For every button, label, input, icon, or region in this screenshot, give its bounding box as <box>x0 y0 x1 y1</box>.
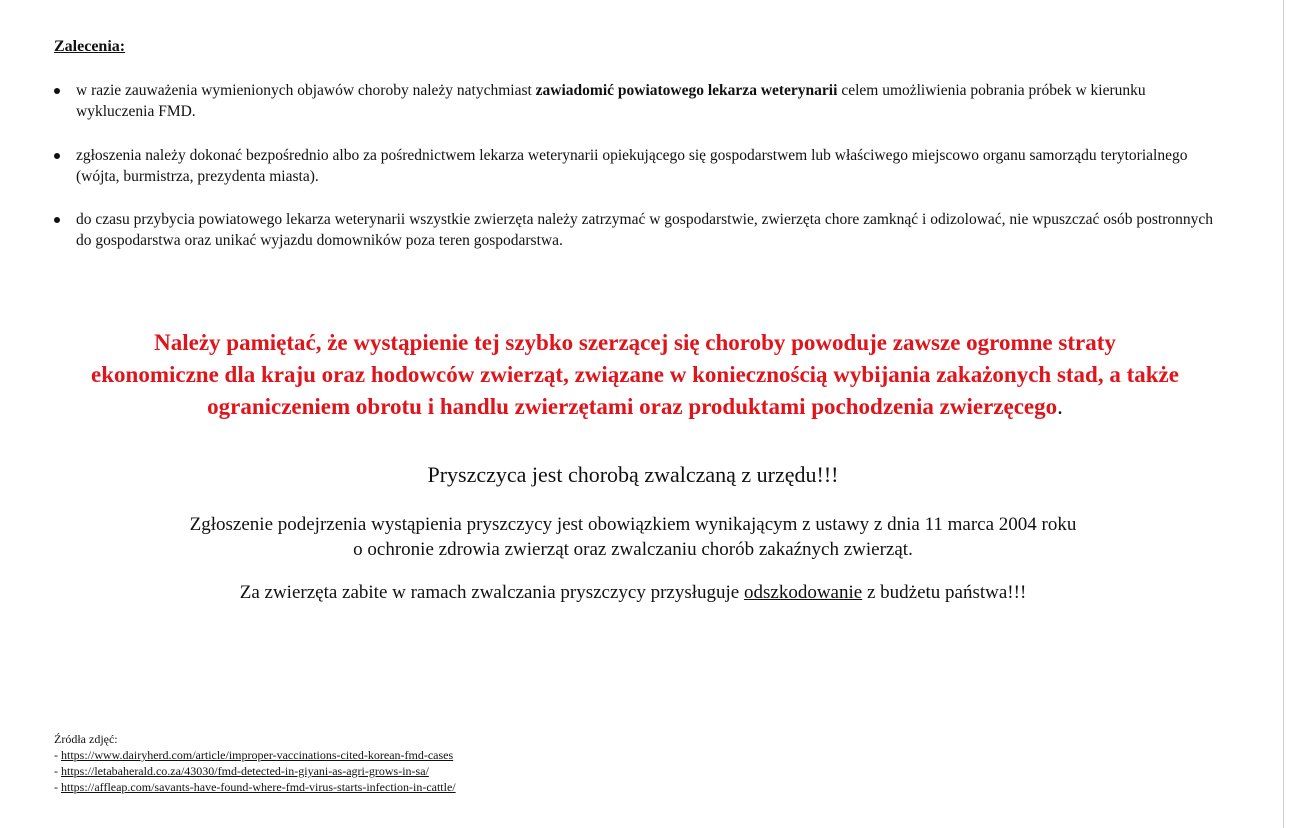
recommendation-1-text-end: celem umożliwienia pobrania próbek w kierunku wykluczenia FMD. <box>76 82 1146 120</box>
compensation-text-end: z budżetu państwa!!! <box>862 582 1027 603</box>
recommendation-3-text: do czasu przybycia powiatowego lekarza weterynarii wszystkie zwierzęta należy zatrzymać w gospodarstwie, zwierzęta chore zamknąć i odizolować, nie wpuszczać osób postronnych do gospodarstwa oraz unikać wyjazdu domowników poza teren gospodarstwa. <box>76 211 1214 249</box>
source-dash: - <box>54 764 61 778</box>
law-line-1: Zgłoszenie podejrzenia wystąpienia pryszczycy jest obowiązkiem wynikającym z ustawy z dnia 11 marca 2004 roku <box>189 514 1077 535</box>
bullet-dot-icon <box>54 153 60 159</box>
bullet-dot-icon <box>54 88 60 94</box>
source-line-1 <box>54 747 456 763</box>
recommendations-heading: Zalecenia: <box>54 38 126 55</box>
compensation-underlined-text: odszkodowanie <box>744 582 863 603</box>
warning-line-1: Należy pamiętać, że wystąpienie tej szybko szerzącej się choroby powoduje zawsze ogromne straty <box>154 330 1116 355</box>
recommendation-2-text: zgłoszenia należy dokonać bezpośrednio albo za pośrednictwem lekarza weterynarii opiekującego się gospodarstwem lub właściwego miejscowo organu samorządu terytorialnego (wójta, burmistrza, prezydenta miasta). <box>76 147 1188 185</box>
compensation-statement <box>0 580 1266 605</box>
source-dash: - <box>54 780 61 794</box>
warning-line-2: ekonomiczne dla kraju oraz hodowców zwierząt, związane w koniecznością wybijania zakażonych stad, a także <box>91 362 1179 387</box>
bullet-dot-icon <box>54 217 60 223</box>
source-link-3[interactable]: https://affleap.com/savants-have-found-where-fmd-virus-starts-infection-in-cattle/ <box>61 780 456 794</box>
source-line-2 <box>54 763 456 779</box>
compensation-text-start: Za zwierzęta zabite w ramach zwalczania pryszczycy przysługuje <box>239 582 744 603</box>
recommendation-item-2 <box>54 145 1214 187</box>
warning-paragraph <box>30 327 1240 423</box>
page-edge-divider <box>1283 0 1284 828</box>
source-dash: - <box>54 748 61 762</box>
law-statement <box>0 512 1266 562</box>
recommendation-1-bold-text: zawiadomić powiatowego lekarza weterynarii <box>535 82 838 99</box>
source-line-3 <box>54 779 456 795</box>
warning-line-3: ograniczeniem obrotu i handlu zwierzętami oraz produktami pochodzenia zwierzęcego <box>207 394 1058 419</box>
recommendation-item-1 <box>54 80 1214 122</box>
image-sources <box>54 731 456 795</box>
source-link-2[interactable]: https://letabaherald.co.za/43030/fmd-detected-in-giyani-as-agri-grows-in-sa/ <box>61 764 429 778</box>
main-statement: Pryszczyca jest chorobą zwalczaną z urzędu!!! <box>427 462 839 487</box>
source-link-1[interactable]: https://www.dairyherd.com/article/improper-vaccinations-cited-korean-fmd-cases <box>61 748 454 762</box>
law-line-2: o ochronie zdrowia zwierząt oraz zwalczaniu chorób zakaźnych zwierząt. <box>353 539 913 560</box>
recommendation-1-text-start: w razie zauważenia wymienionych objawów choroby należy natychmiast <box>76 82 536 99</box>
sources-label: Źródła zdjęć: <box>54 732 118 746</box>
recommendation-item-3 <box>54 209 1214 251</box>
warning-period: . <box>1057 394 1063 419</box>
